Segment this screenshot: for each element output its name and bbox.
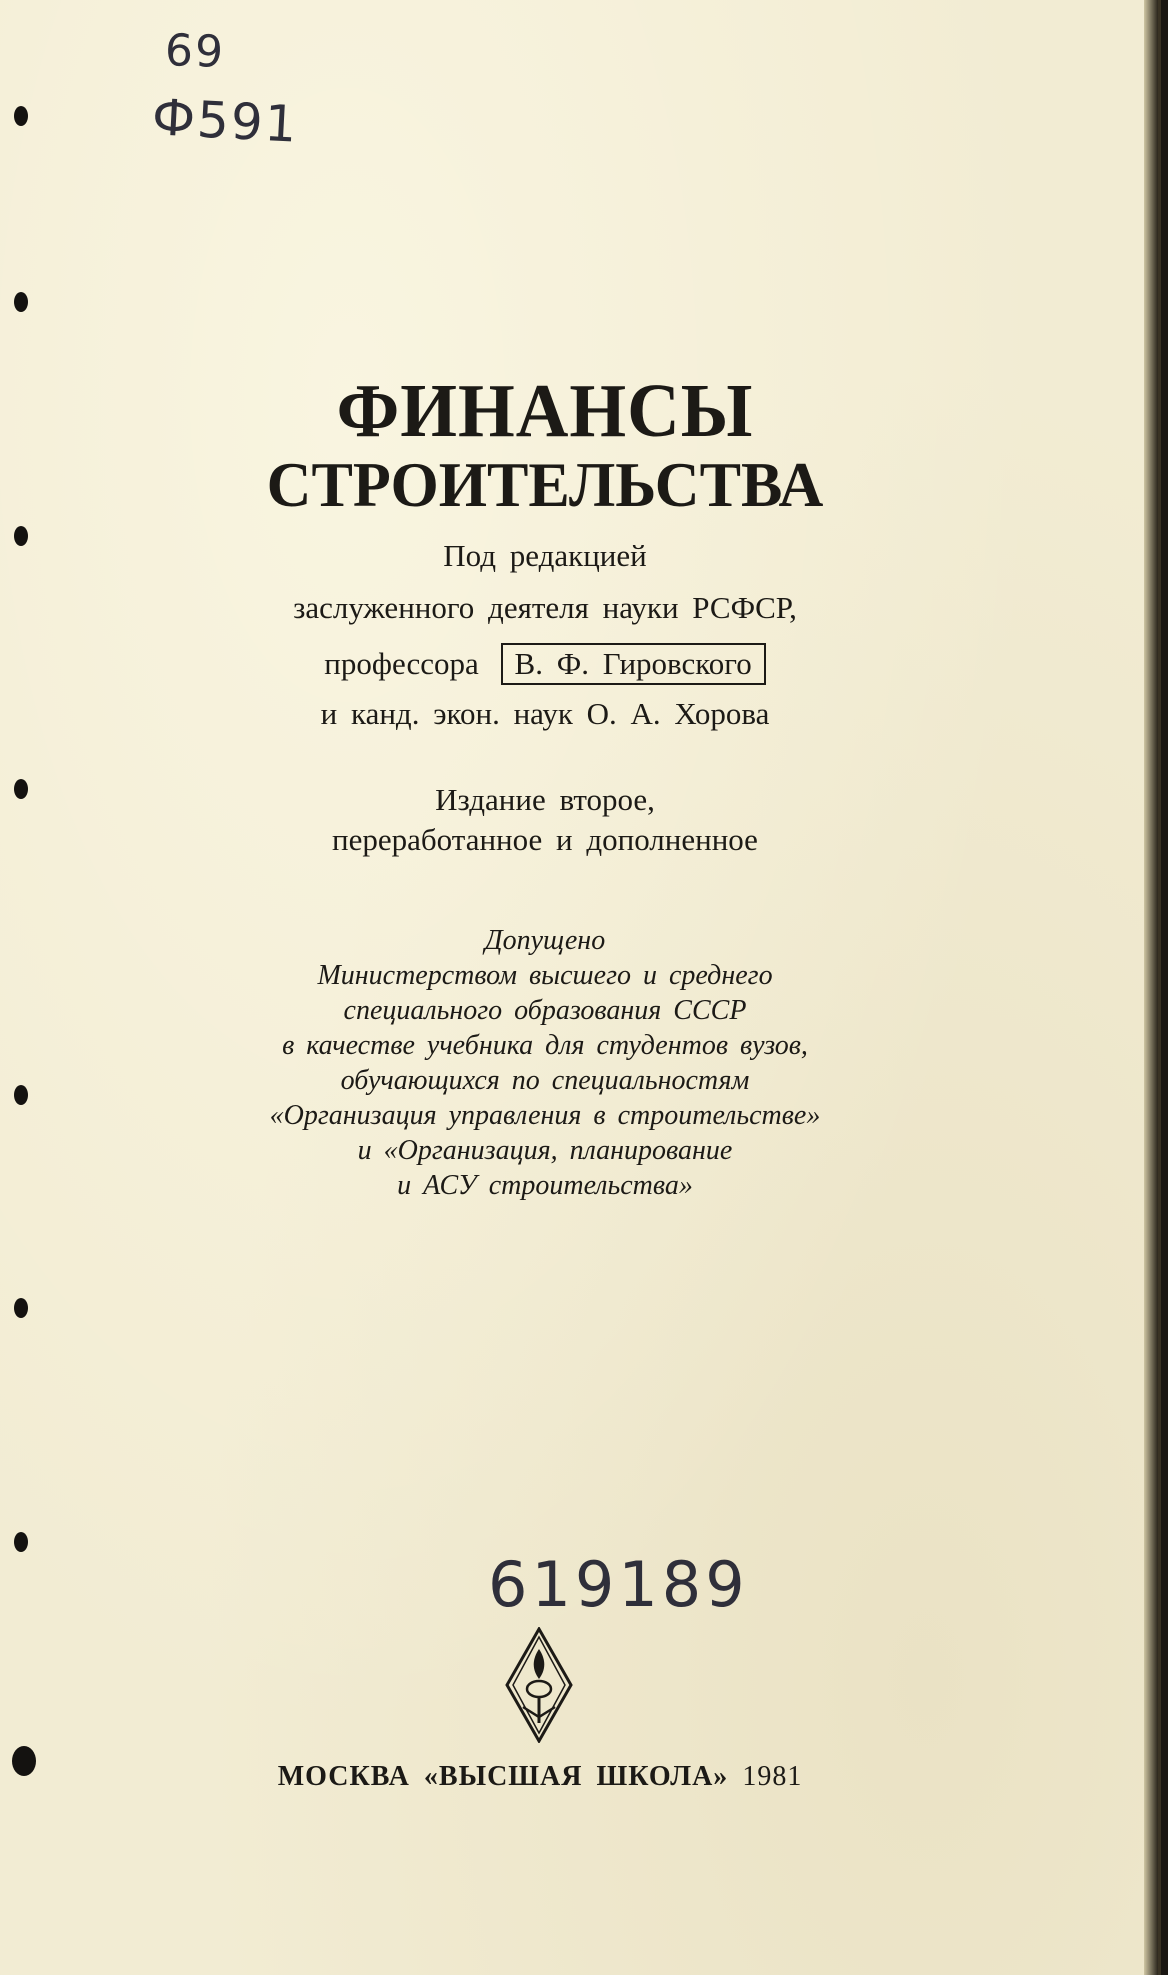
imprint [0, 1761, 1080, 1793]
handwritten-inventory-number: 619189 [488, 1548, 749, 1621]
edition-line-2: переработанное и дополненное [332, 822, 758, 857]
editors-line-3 [0, 643, 1090, 685]
binding-hole [14, 106, 28, 126]
binding-hole [14, 1298, 28, 1318]
approval-line: и АСУ строительства» [397, 1170, 693, 1201]
publisher-emblem-icon [505, 1627, 573, 1743]
imprint-publisher: «ВЫСШАЯ ШКОЛА» [423, 1761, 729, 1792]
approval-line: и «Организация, планирование [357, 1135, 733, 1166]
editors-line-2: заслуженного деятеля науки РСФСР, [293, 590, 797, 625]
approval-line: Допущено [484, 925, 606, 956]
book-title-line-1: ФИНАНСЫ [336, 369, 754, 453]
handwritten-shelf-code-1: 69 [164, 24, 226, 79]
binding-hole [14, 292, 28, 312]
edition-line-1: Издание второе, [435, 782, 655, 817]
binding-hole [14, 1532, 28, 1552]
editor-name-boxed: В. Ф. Гировского [501, 643, 766, 685]
approval-line: Министерством высшего и среднего [317, 960, 773, 991]
approval-line: специального образования СССР [343, 995, 747, 1026]
editors-line-4: и канд. экон. наук О. А. Хорова [320, 696, 770, 731]
approval-line: «Организация управления в строительстве» [269, 1100, 821, 1131]
approval-line: в качестве учебника для студентов вузов, [282, 1030, 808, 1061]
page-edge-shadow [1144, 0, 1158, 1975]
imprint-year: 1981 [742, 1761, 803, 1792]
approval-line: обучающихся по специальностям [340, 1065, 750, 1096]
imprint-city: МОСКВА [277, 1761, 410, 1792]
book-title-line-2: СТРОИТЕЛЬСТВА [266, 449, 824, 520]
editor-title-prefix: профессора [324, 646, 479, 681]
handwritten-shelf-code-2: Ф591 [150, 88, 300, 154]
editors-line-1: Под редакцией [443, 538, 647, 573]
